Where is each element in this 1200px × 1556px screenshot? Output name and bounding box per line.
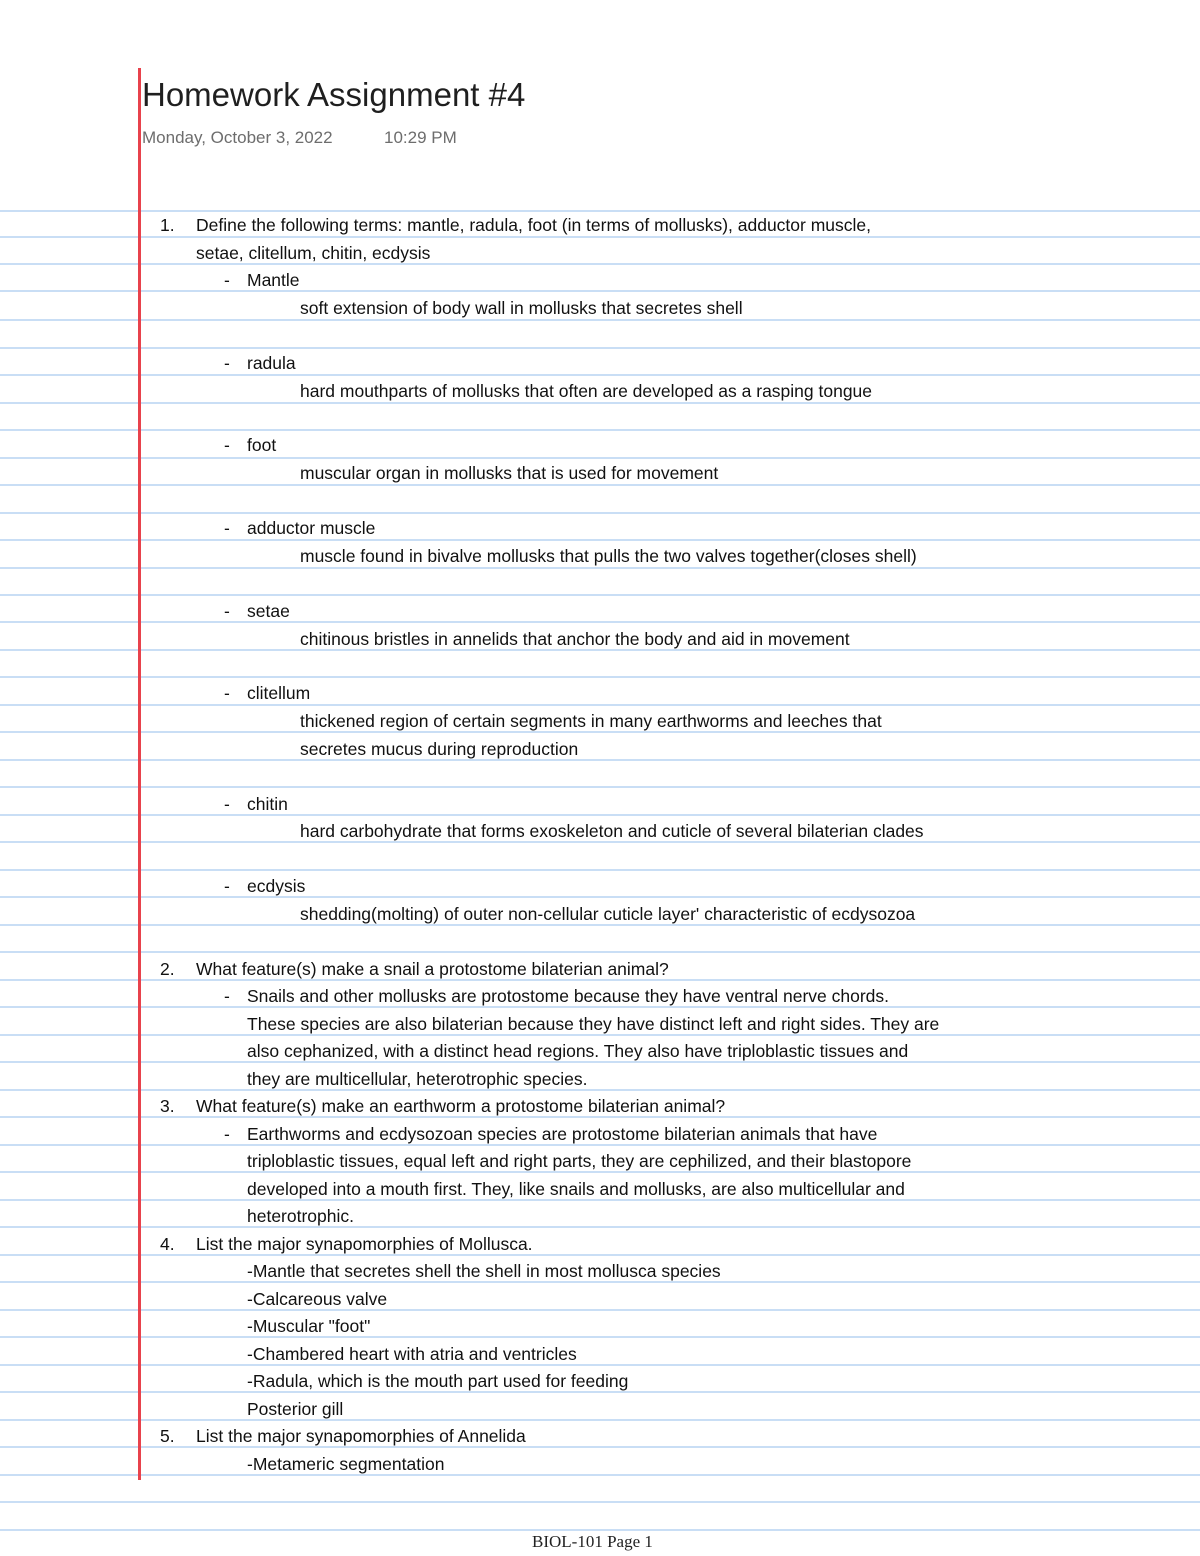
- term-label: adductor muscle: [247, 518, 376, 538]
- page-title: Homework Assignment #4: [142, 76, 526, 113]
- ruled-line: [0, 210, 1200, 212]
- ruled-line: [0, 567, 1200, 569]
- answer-line: developed into a mouth first. They, like snails and mollusks, are also multicellular and: [247, 1179, 905, 1199]
- bullet-dash: -: [224, 353, 230, 373]
- term-label: chitin: [247, 794, 288, 814]
- term-definition: muscle found in bivalve mollusks that pulls the two valves together(closes shell): [300, 546, 917, 566]
- question-text: What feature(s) make a snail a protostome bilaterian animal?: [196, 959, 669, 979]
- answer-line: Earthworms and ecdysozoan species are protostome bilaterian animals that have: [247, 1124, 878, 1144]
- term-definition: chitinous bristles in annelids that anchor the body and aid in movement: [300, 629, 850, 649]
- ruled-line: [0, 676, 1200, 678]
- term-definition: soft extension of body wall in mollusks that secretes shell: [300, 298, 743, 318]
- question-text: setae, clitellum, chitin, ecdysis: [196, 243, 431, 263]
- answer-line: These species are also bilaterian because they have distinct left and right sides. They are: [247, 1014, 940, 1034]
- bullet-dash: -: [224, 601, 230, 621]
- ruled-line: [0, 1529, 1200, 1531]
- bullet-dash: -: [224, 794, 230, 814]
- bullet-dash: -: [224, 435, 230, 455]
- term-label: setae: [247, 601, 290, 621]
- ruled-line: [0, 1254, 1200, 1256]
- question-text: List the major synapomorphies of Mollusca.: [196, 1234, 533, 1254]
- ruled-line: [0, 512, 1200, 514]
- ruled-line: [0, 484, 1200, 486]
- ruled-line: [0, 1364, 1200, 1366]
- page-date: Monday, October 3, 2022: [142, 128, 333, 147]
- term-label: ecdysis: [247, 876, 306, 896]
- list-item: Posterior gill: [247, 1399, 344, 1419]
- question-text: Define the following terms: mantle, radula, foot (in terms of mollusks), adductor muscle,: [196, 215, 871, 235]
- question-number: 1.: [160, 215, 175, 235]
- ruled-line: [0, 1501, 1200, 1503]
- term-definition: hard carbohydrate that forms exoskeleton and cuticle of several bilaterian clades: [300, 821, 924, 841]
- bullet-dash: -: [224, 518, 230, 538]
- ruled-line: [0, 869, 1200, 871]
- question-number: 3.: [160, 1096, 175, 1116]
- term-definition: secretes mucus during reproduction: [300, 739, 579, 759]
- ruled-line: [0, 704, 1200, 706]
- ruled-line: [0, 374, 1200, 376]
- bullet-dash: -: [224, 876, 230, 896]
- ruled-line: [0, 1446, 1200, 1448]
- term-definition: thickened region of certain segments in many earthworms and leeches that: [300, 711, 882, 731]
- ruled-line: [0, 621, 1200, 623]
- margin-line: [138, 68, 141, 1480]
- term-definition: muscular organ in mollusks that is used for movement: [300, 463, 719, 483]
- list-item: -Radula, which is the mouth part used for feeding: [247, 1371, 629, 1391]
- answer-line: triploblastic tissues, equal left and right parts, they are cephilized, and their blastopore: [247, 1151, 912, 1171]
- ruled-line: [0, 1474, 1200, 1476]
- ruled-line: [0, 1089, 1200, 1091]
- answer-line: also cephanized, with a distinct head regions. They also have triploblastic tissues and: [247, 1041, 909, 1061]
- answer-line: they are multicellular, heterotrophic species.: [247, 1069, 588, 1089]
- ruled-line: [0, 347, 1200, 349]
- bullet-dash: -: [224, 683, 230, 703]
- ruled-line: [0, 319, 1200, 321]
- ruled-line: [0, 402, 1200, 404]
- list-item: -Mantle that secretes shell the shell in most mollusca species: [247, 1261, 721, 1281]
- bullet-dash: -: [224, 1124, 230, 1144]
- ruled-line: [0, 896, 1200, 898]
- bullet-dash: -: [224, 270, 230, 290]
- question-number: 4.: [160, 1234, 175, 1254]
- question-text: What feature(s) make an earthworm a protostome bilaterian animal?: [196, 1096, 726, 1116]
- term-label: Mantle: [247, 270, 300, 290]
- ruled-line: [0, 786, 1200, 788]
- ruled-line: [0, 236, 1200, 238]
- list-item: -Chambered heart with atria and ventricles: [247, 1344, 577, 1364]
- ruled-line: [0, 290, 1200, 292]
- page-time: 10:29 PM: [384, 128, 457, 147]
- list-item: -Muscular "foot": [247, 1316, 371, 1336]
- question-number: 5.: [160, 1426, 175, 1446]
- ruled-line: [0, 594, 1200, 596]
- ruled-line: [0, 1309, 1200, 1311]
- ruled-line: [0, 814, 1200, 816]
- question-text: List the major synapomorphies of Annelida: [196, 1426, 526, 1446]
- list-item: -Calcareous valve: [247, 1289, 388, 1309]
- ruled-line: [0, 1419, 1200, 1421]
- term-definition: shedding(molting) of outer non-cellular cuticle layer' characteristic of ecdysozoa: [300, 904, 916, 924]
- ruled-line: [0, 951, 1200, 953]
- ruled-line: [0, 759, 1200, 761]
- bullet-dash: -: [224, 986, 230, 1006]
- term-label: radula: [247, 353, 296, 373]
- answer-line: Snails and other mollusks are protostome because they have ventral nerve chords.: [247, 986, 890, 1006]
- ruled-line: [0, 539, 1200, 541]
- list-item: -Metameric segmentation: [247, 1454, 445, 1474]
- ruled-line: [0, 1226, 1200, 1228]
- term-label: foot: [247, 435, 277, 455]
- question-number: 2.: [160, 959, 175, 979]
- ruled-line: [0, 1336, 1200, 1338]
- term-label: clitellum: [247, 683, 311, 703]
- ruled-line: [0, 263, 1200, 265]
- ruled-line: [0, 457, 1200, 459]
- ruled-line: [0, 429, 1200, 431]
- term-definition: hard mouthparts of mollusks that often are developed as a rasping tongue: [300, 381, 873, 401]
- page-footer: BIOL-101 Page 1: [532, 1532, 653, 1551]
- answer-line: heterotrophic.: [247, 1206, 355, 1226]
